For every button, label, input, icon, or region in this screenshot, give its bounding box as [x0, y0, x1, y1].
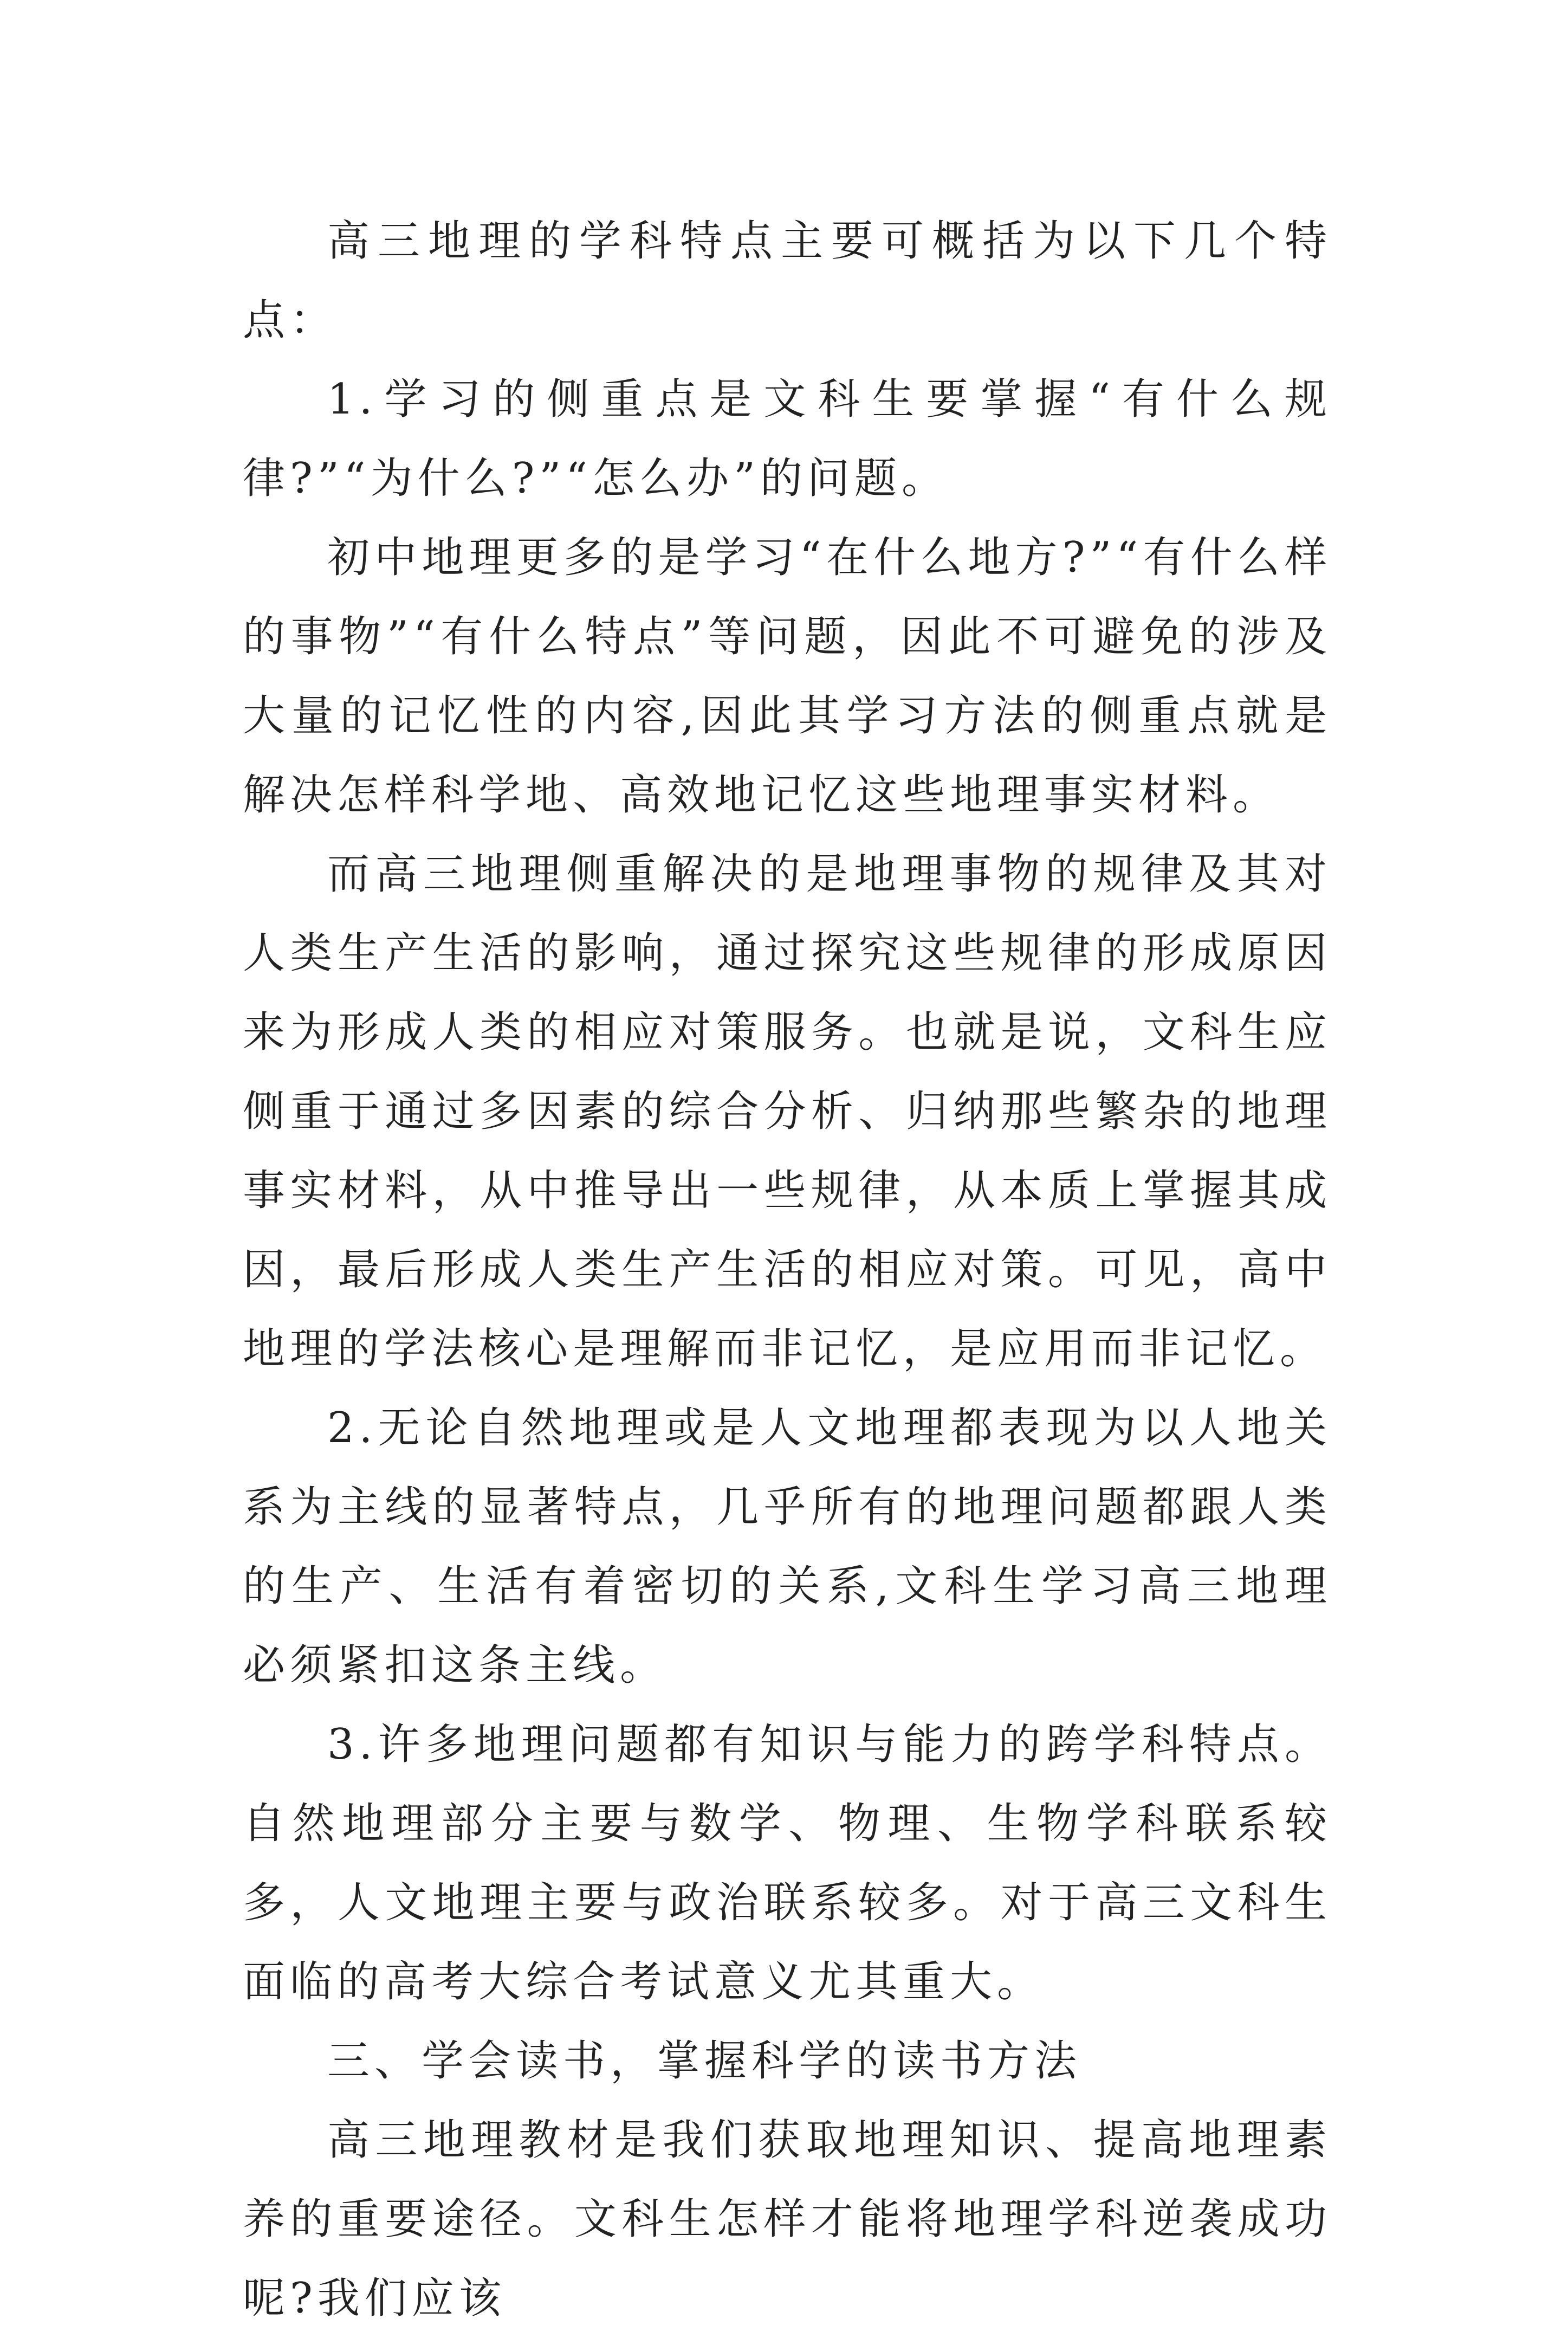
paragraph-senior-geography: 而高三地理侧重解决的是地理事物的规律及其对人类生产生活的影响，通过探究这些规律的形成原因来为形成人类的相应对策服务。也就是说，文科生应侧重于通过多因素的综合分析、归纳那些繁杂的地理事实材料，从中推导出一些规律，从本质上掌握其成因，最后形成人类生产生活的相应对策。可见，高中地理的学法核心是理解而非记忆，是应用而非记忆。 — [243, 850, 1332, 1373]
document-body — [243, 202, 1332, 2338]
paragraph-junior-geography: 初中地理更多的是学习“在什么地方?”“有什么样的事物”“有什么特点”等问题，因此不可避免的涉及大量的记忆性的内容,因此其学习方法的侧重点就是解决怎样科学地、高效地记忆这些地理事实材料。 — [243, 533, 1332, 819]
paragraph-point-3: 3.许多地理问题都有知识与能力的跨学科特点。自然地理部分主要与数学、物理、生物学科联系较多，人文地理主要与政治联系较多。对于高三文科生面临的高考大综合考试意义尤其重大。 — [243, 1720, 1332, 2006]
paragraph-point-2: 2.无论自然地理或是人文地理都表现为以人地关系为主线的显著特点，几乎所有的地理问题都跟人类的生产、生活有着密切的关系,文科生学习高三地理必须紧扣这条主线。 — [243, 1404, 1332, 1690]
paragraph-textbook: 高三地理教材是我们获取地理知识、提高地理素养的重要途径。文科生怎样才能将地理学科逆袭成功呢?我们应该 — [243, 2116, 1332, 2323]
paragraph-point-1: 1.学习的侧重点是文科生要掌握“有什么规律?”“为什么?”“怎么办”的问题。 — [243, 375, 1332, 503]
paragraph-intro: 高三地理的学科特点主要可概括为以下几个特点： — [243, 217, 1332, 345]
section-heading: 三、学会读书，掌握科学的读书方法 — [327, 2037, 1082, 2085]
